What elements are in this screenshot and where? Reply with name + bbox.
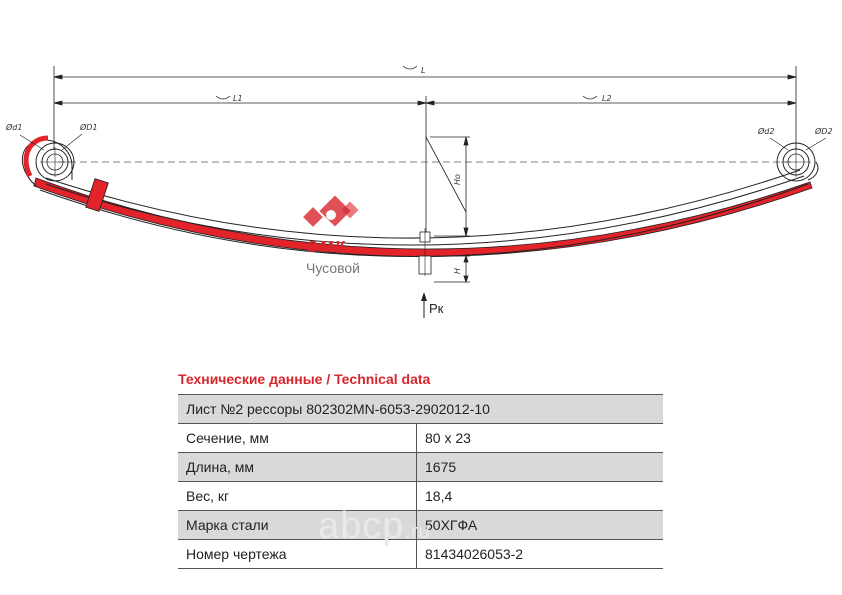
label-D2: ØD2: [815, 127, 833, 136]
logo-city: Чусовой: [306, 260, 361, 276]
row-label: Номер чертежа: [178, 540, 417, 569]
label-Ho: Ho: [453, 174, 462, 185]
dim-L1-label: L1: [233, 94, 243, 103]
table-row: [178, 453, 663, 482]
row-value: 50ХГФА: [417, 511, 664, 540]
section-title: Технические данные / Technical data: [178, 371, 431, 387]
watermark-main: abcp: [318, 505, 405, 547]
label-D1: ØD1: [80, 123, 98, 132]
row-label: Вес, кг: [178, 482, 417, 511]
dim-L-label: L: [421, 66, 426, 75]
row-value: 81434026053-2: [417, 540, 664, 569]
dim-L2-label: L2: [602, 94, 612, 103]
row-label: Марка стали: [178, 511, 417, 540]
table-header: Лист №2 рессоры 802302MN-6053-2902012-10: [178, 395, 663, 424]
row-label: Длина, мм: [178, 453, 417, 482]
watermark: [318, 505, 431, 548]
row-label: Сечение, мм: [178, 424, 417, 453]
dimension-H: [434, 256, 470, 282]
table-header-row: [178, 395, 663, 424]
dimension-Ho: [426, 137, 470, 236]
watermark-suffix: .ru: [404, 521, 431, 543]
logo-brand: ОМК: [306, 239, 348, 256]
row-value: 18,4: [417, 482, 664, 511]
spring-leaves: [22, 138, 812, 276]
label-d2: Ød2: [758, 127, 775, 136]
label-H: H: [453, 267, 462, 274]
table-row: [178, 424, 663, 453]
force-label: Pк: [429, 301, 444, 316]
force-arrow: [421, 292, 427, 318]
right-eye-bushing: [770, 138, 826, 181]
label-d1: Ød1: [6, 123, 23, 132]
omk-logo: [303, 195, 358, 226]
dimension-L: [54, 66, 796, 150]
row-value: 1675: [417, 453, 664, 482]
row-value: 80 x 23: [417, 424, 664, 453]
